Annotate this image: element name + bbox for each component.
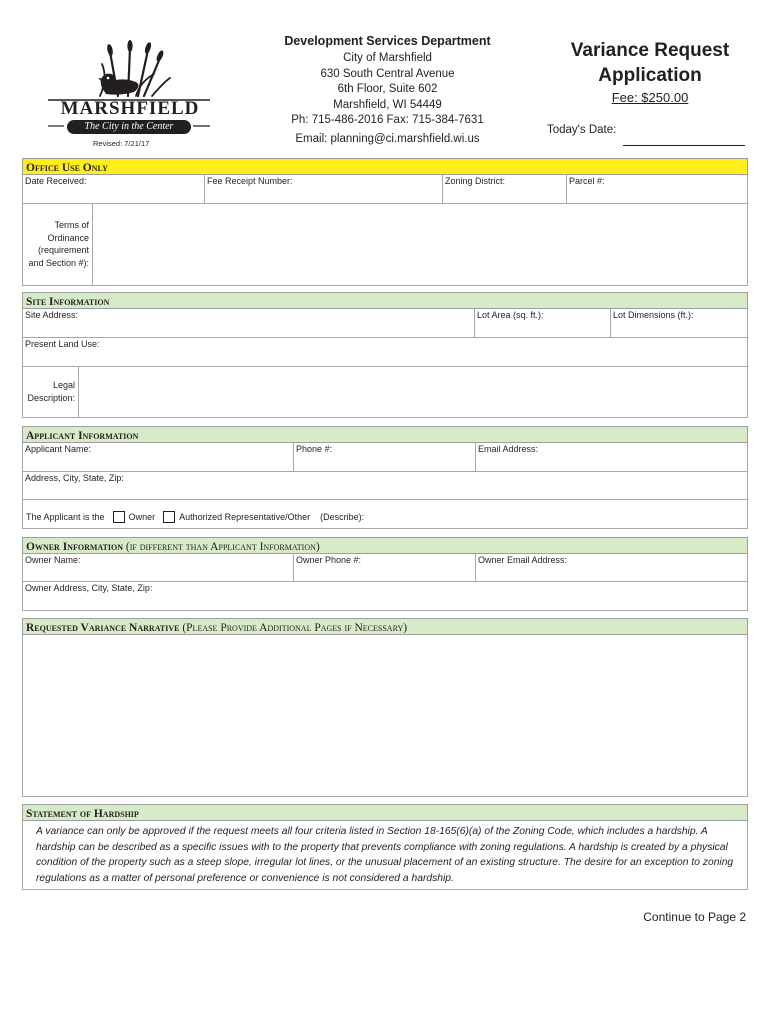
address-line: City of Marshfield bbox=[343, 52, 432, 64]
owner-row-1 bbox=[22, 554, 748, 582]
zoning-district-label: Zoning District: bbox=[445, 176, 506, 186]
owner-heading-text: Owner Information bbox=[26, 541, 124, 553]
owner-heading-note: (if different than Applicant Information) bbox=[125, 541, 320, 553]
office-use-row-2 bbox=[22, 204, 748, 286]
applicant-phone-field[interactable] bbox=[294, 443, 476, 471]
site-address-field[interactable] bbox=[23, 309, 475, 337]
address-line: 6th Floor, Suite 602 bbox=[337, 83, 438, 95]
legal-description-label: Legal Description: bbox=[27, 380, 75, 403]
owner-email-label: Owner Email Address: bbox=[478, 555, 568, 565]
continue-to-page-2: Continue to Page 2 bbox=[643, 910, 746, 924]
owner-phone-label: Owner Phone #: bbox=[296, 555, 362, 565]
applicant-address-field[interactable] bbox=[22, 472, 748, 500]
authorized-rep-checkbox[interactable] bbox=[163, 511, 175, 523]
date-received-field[interactable] bbox=[23, 175, 205, 203]
legal-label-cell bbox=[23, 367, 79, 417]
owner-name-label: Owner Name: bbox=[25, 555, 81, 565]
owner-name-field[interactable] bbox=[23, 554, 294, 581]
applicant-role-options bbox=[26, 511, 364, 523]
applicant-information-heading: Applicant Information bbox=[22, 426, 748, 443]
terms-label-cell bbox=[23, 204, 93, 285]
hardship-heading: Statement of Hardship bbox=[22, 804, 748, 821]
narrative-heading-text: Requested Variance Narrative bbox=[26, 622, 180, 634]
office-use-heading: Office Use Only bbox=[22, 158, 748, 175]
hardship-statement: A variance can only be approved if the request meets all four criteria listed in Section 18-165(6)(a) of the Zoning Code, which includes a hardship. A hardship can be described as a specific issues with to the property that prevents compliance with zoning regulations. A hardship is created by a physical condition of the property such as a steep slope, irregular lot lines, or the unusual placement of an existing structure. The desire for an exception to zoning regulations as a matter of personal preference or convenience is not considered a hardship. bbox=[36, 826, 734, 885]
terms-of-ordinance-label: Terms of Ordinance (requirement and Section #): bbox=[28, 220, 89, 268]
todays-date-field[interactable] bbox=[623, 145, 745, 146]
terms-of-ordinance-field[interactable] bbox=[93, 204, 747, 285]
parcel-field[interactable] bbox=[567, 175, 747, 203]
fee-receipt-field[interactable] bbox=[205, 175, 443, 203]
zoning-district-field[interactable] bbox=[443, 175, 567, 203]
logo-tagline: The City in the Center bbox=[67, 120, 191, 134]
revised-date: Revised: 7/21/17 bbox=[93, 139, 150, 148]
owner-address-field[interactable] bbox=[22, 582, 748, 611]
office-use-row-1 bbox=[22, 175, 748, 204]
department-contact bbox=[270, 34, 505, 145]
phone-fax-line: Ph: 715-486-2016 Fax: 715-384-7631 bbox=[291, 114, 484, 126]
owner-information-heading bbox=[22, 537, 748, 554]
applicant-address-label: Address, City, State, Zip: bbox=[25, 473, 124, 483]
describe-label: (Describe): bbox=[320, 512, 365, 522]
narrative-textarea[interactable] bbox=[22, 635, 748, 797]
fee-label: Fee: $250.00 bbox=[611, 90, 689, 105]
applicant-is-label: The Applicant is the bbox=[26, 512, 105, 522]
date-received-label: Date Received: bbox=[25, 176, 87, 186]
lot-area-field[interactable] bbox=[475, 309, 611, 337]
applicant-email-label: Email Address: bbox=[478, 444, 539, 454]
applicant-email-field[interactable] bbox=[476, 443, 747, 471]
site-row-1 bbox=[22, 309, 748, 338]
owner-option-label: Owner bbox=[128, 512, 156, 522]
narrative-heading-note: (Please Provide Additional Pages if Necessary) bbox=[182, 622, 408, 634]
applicant-row-1 bbox=[22, 443, 748, 472]
form-title bbox=[540, 38, 760, 105]
todays-date-label: Today's Date: bbox=[547, 124, 617, 136]
site-address-label: Site Address: bbox=[25, 310, 79, 320]
applicant-phone-label: Phone #: bbox=[296, 444, 333, 454]
owner-checkbox[interactable] bbox=[113, 511, 125, 523]
email-line: Email: planning@ci.marshfield.wi.us bbox=[295, 132, 480, 145]
present-land-use-field[interactable] bbox=[22, 338, 748, 367]
lot-dimensions-label: Lot Dimensions (ft.): bbox=[613, 310, 694, 320]
legal-description-field[interactable] bbox=[79, 367, 747, 417]
lot-area-label: Lot Area (sq. ft.): bbox=[477, 310, 544, 320]
site-row-3 bbox=[22, 367, 748, 418]
owner-address-label: Owner Address, City, State, Zip: bbox=[25, 583, 153, 593]
authorized-rep-option-label: Authorized Representative/Other bbox=[179, 512, 311, 522]
applicant-role-row bbox=[22, 500, 748, 529]
title-line-2: Application bbox=[598, 65, 702, 86]
department-name: Development Services Department bbox=[284, 34, 491, 48]
logo-wordmark: MARSHFIELD bbox=[60, 98, 200, 119]
owner-email-field[interactable] bbox=[476, 554, 747, 581]
applicant-name-label: Applicant Name: bbox=[25, 444, 92, 454]
parcel-label: Parcel #: bbox=[569, 176, 605, 186]
lot-dimensions-field[interactable] bbox=[611, 309, 747, 337]
present-land-use-label: Present Land Use: bbox=[25, 339, 100, 349]
narrative-heading bbox=[22, 618, 748, 635]
title-line-1: Variance Request bbox=[570, 40, 730, 61]
site-information-heading: Site Information bbox=[22, 292, 748, 309]
applicant-name-field[interactable] bbox=[23, 443, 294, 471]
fee-receipt-label: Fee Receipt Number: bbox=[207, 176, 293, 186]
owner-phone-field[interactable] bbox=[294, 554, 476, 581]
address-line: 630 South Central Avenue bbox=[320, 67, 455, 80]
address-line: Marshfield, WI 54449 bbox=[333, 98, 442, 111]
